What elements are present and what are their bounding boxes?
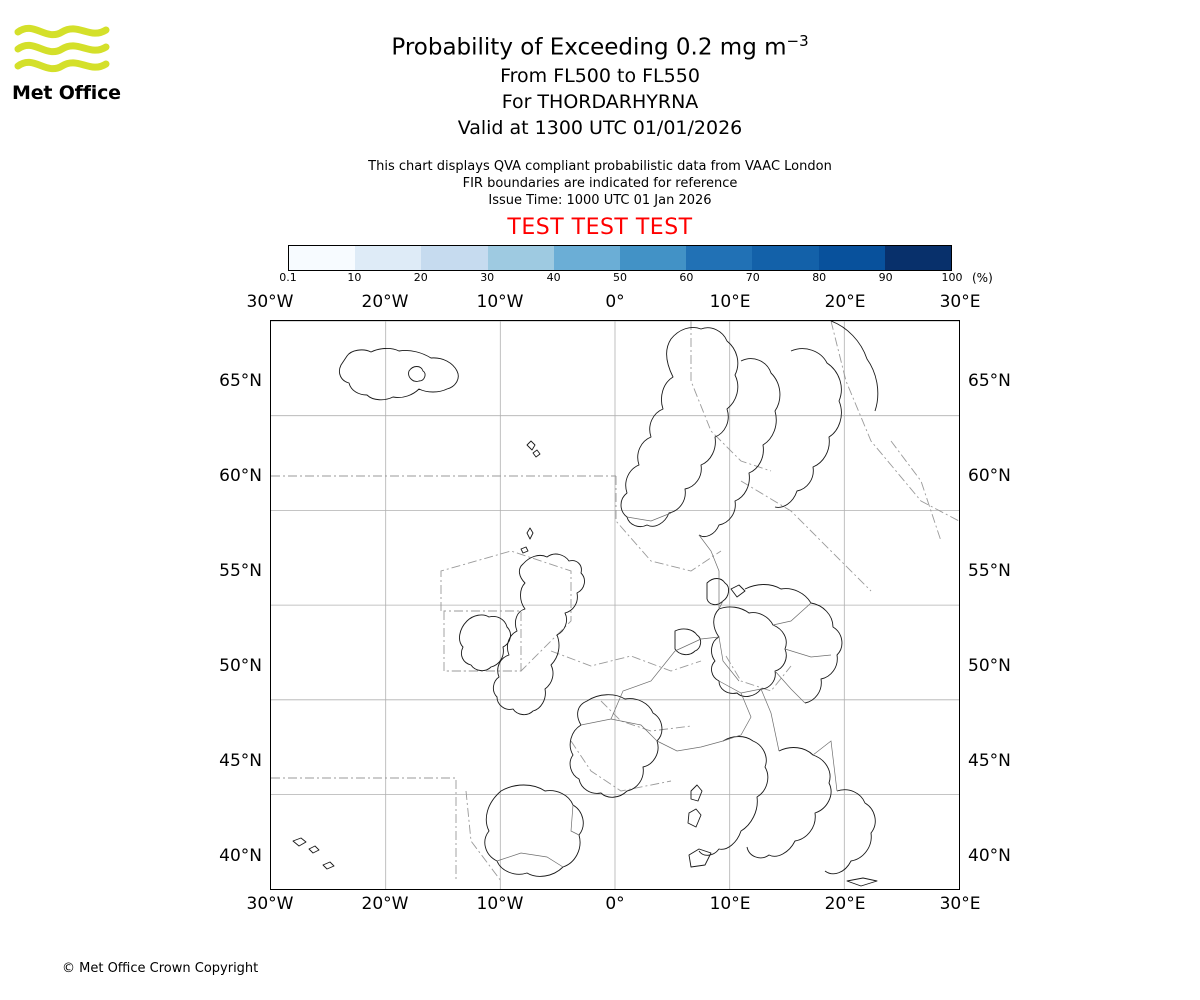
page-title-exponent: −3 xyxy=(786,32,809,50)
map-plot-area[interactable] xyxy=(270,320,960,890)
colorbar-segment-4 xyxy=(554,246,620,270)
lat-label-right-60°N: 60°N xyxy=(968,465,1011,486)
colorbar-segment-8 xyxy=(819,246,885,270)
colorbar-tick-labels xyxy=(279,271,963,287)
note-fir: FIR boundaries are indicated for reference xyxy=(462,176,738,191)
subtitle-valid-time: Valid at 1300 UTC 01/01/2026 xyxy=(457,116,743,139)
lon-label-bottom-20°W: 20°W xyxy=(361,894,409,914)
note-issue-time: Issue Time: 1000 UTC 01 Jan 2026 xyxy=(488,193,712,208)
lon-label-top-10°E: 10°E xyxy=(709,292,751,312)
colorbar-tick-70: 70 xyxy=(745,271,760,284)
lon-label-top-0°: 0° xyxy=(605,292,625,312)
lat-label-right-65°N: 65°N xyxy=(968,370,1011,391)
lat-label-left-50°N: 50°N xyxy=(219,655,262,676)
subtitle-volcano: For THORDARHYRNA xyxy=(501,90,699,113)
colorbar-tick-30: 30 xyxy=(480,271,495,284)
lon-label-bottom-0°: 0° xyxy=(605,894,625,914)
colorbar-tick-80: 80 xyxy=(812,271,827,284)
lon-label-bottom-30°W: 30°W xyxy=(246,894,294,914)
lat-label-left-65°N: 65°N xyxy=(219,370,262,391)
test-banner: TEST TEST TEST xyxy=(507,215,693,240)
colorbar-gradient xyxy=(288,245,952,271)
colorbar-segment-2 xyxy=(421,246,487,270)
colorbar-tick-100: 100 xyxy=(941,271,963,284)
colorbar-segment-1 xyxy=(355,246,421,270)
colorbar-segment-6 xyxy=(686,246,752,270)
colorbar-segment-5 xyxy=(620,246,686,270)
lon-label-bottom-20°E: 20°E xyxy=(824,894,866,914)
copyright-text: © Met Office Crown Copyright xyxy=(62,961,259,976)
graticule xyxy=(271,321,959,889)
colorbar-tick-60: 60 xyxy=(679,271,694,284)
colorbar-segment-9 xyxy=(885,246,951,270)
page-title xyxy=(0,26,1200,63)
chart-notes xyxy=(0,158,1200,209)
note-qva: This chart displays QVA compliant probabilistic data from VAAC London xyxy=(368,159,832,174)
colorbar-tick-50: 50 xyxy=(613,271,627,284)
lat-label-left-60°N: 60°N xyxy=(219,465,262,486)
colorbar xyxy=(288,245,952,271)
lon-label-bottom-30°E: 30°E xyxy=(939,894,981,914)
logo-text: Met Office xyxy=(12,82,121,104)
map-svg xyxy=(271,321,959,889)
colorbar-segment-7 xyxy=(752,246,818,270)
lon-label-top-30°W: 30°W xyxy=(246,292,294,312)
colorbar-units-label: (%) xyxy=(972,271,993,285)
colorbar-segment-3 xyxy=(488,246,554,270)
lat-label-right-40°N: 40°N xyxy=(968,845,1011,866)
page-title-text: Probability of Exceeding 0.2 mg m xyxy=(391,34,787,61)
lat-label-left-55°N: 55°N xyxy=(219,560,262,581)
lat-label-right-55°N: 55°N xyxy=(968,560,1011,581)
lon-label-top-30°E: 30°E xyxy=(939,292,981,312)
coastlines xyxy=(293,321,878,886)
lat-label-left-45°N: 45°N xyxy=(219,750,262,771)
colorbar-tick-20: 20 xyxy=(413,271,428,284)
lon-label-bottom-10°W: 10°W xyxy=(476,894,524,914)
lat-label-right-45°N: 45°N xyxy=(968,750,1011,771)
colorbar-tick-40: 40 xyxy=(546,271,561,284)
chart-title-block xyxy=(0,26,1200,141)
lon-label-top-20°W: 20°W xyxy=(361,292,409,312)
subtitle-flight-levels: From FL500 to FL550 xyxy=(500,64,700,87)
colorbar-segment-0 xyxy=(289,246,355,270)
colorbar-tick-10: 10 xyxy=(347,271,362,284)
colorbar-tick-0.1: 0.1 xyxy=(279,271,297,284)
lon-label-top-10°W: 10°W xyxy=(476,292,524,312)
lat-label-right-50°N: 50°N xyxy=(968,655,1011,676)
lat-label-left-40°N: 40°N xyxy=(219,845,262,866)
lon-label-bottom-10°E: 10°E xyxy=(709,894,751,914)
country-borders xyxy=(497,513,837,867)
colorbar-tick-90: 90 xyxy=(878,271,893,284)
lon-label-top-20°E: 20°E xyxy=(824,292,866,312)
